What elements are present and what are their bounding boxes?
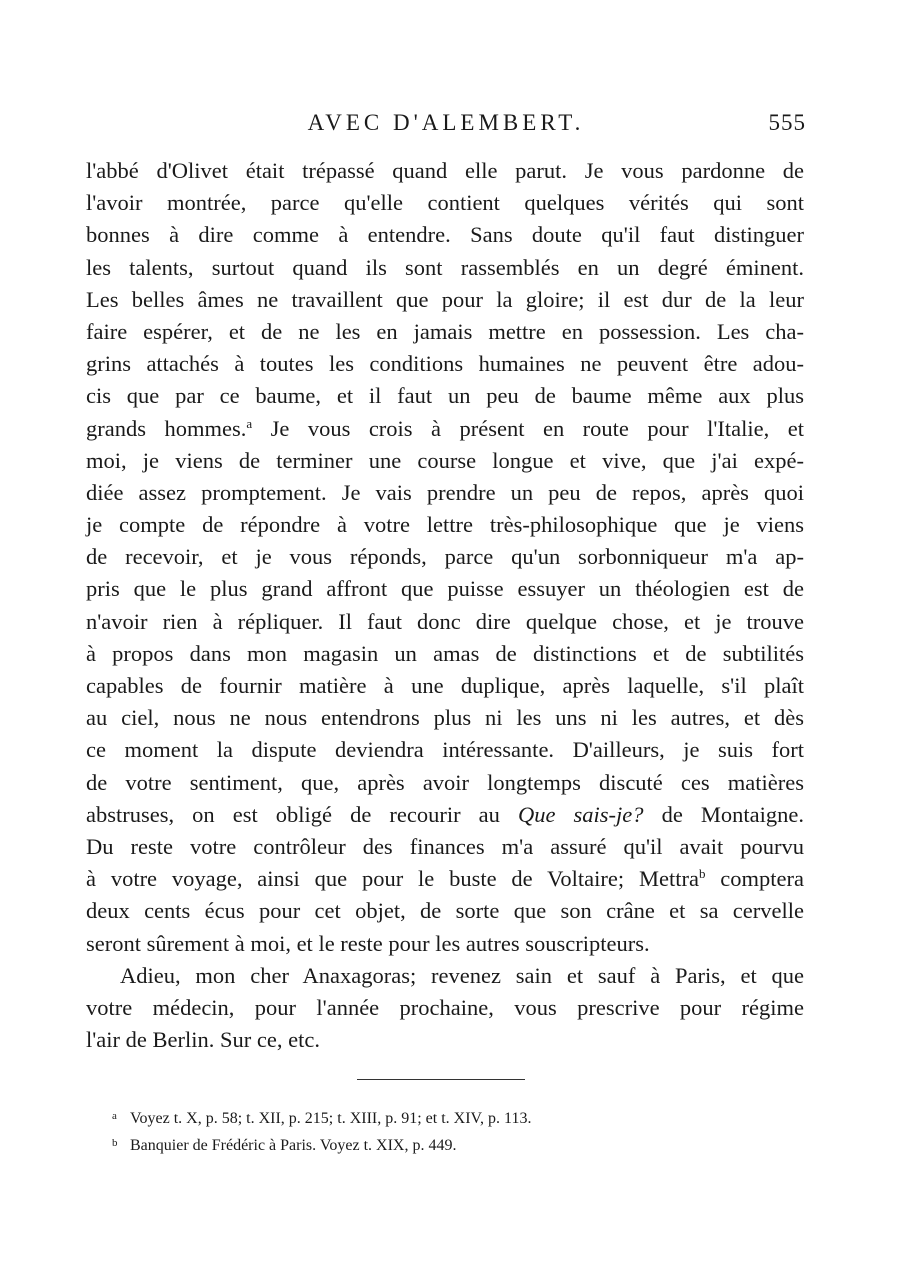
text-line: n'avoir rien à répliquer. Il faut donc dire quelque chose, et je trouve <box>86 608 804 634</box>
text-line: au ciel, nous ne nous entendrons plus ni les uns ni les autres, et dès <box>86 705 804 731</box>
text-segment: de Montaigne. <box>643 801 804 827</box>
text-line: les talents, surtout quand ils sont rassemblés en un degré éminent. <box>86 254 804 280</box>
text-segment: abstruses, on est obligé de recourir au <box>86 801 518 827</box>
text-line: je compte de répondre à votre lettre très-philosophique que je viens <box>86 512 804 538</box>
text-line <box>86 413 804 445</box>
text-line: grins attachés à toutes les conditions humaines ne peuvent être adou- <box>86 351 804 377</box>
running-title: AVEC D'ALEMBERT. <box>307 110 585 135</box>
text-line: l'abbé d'Olivet était trépassé quand elle parut. Je vous pardonne de <box>86 158 804 183</box>
footnote-text: Banquier de Frédéric à Paris. Voyez t. XIX, p. 449. <box>130 1137 457 1154</box>
text-line: l'air de Berlin. Sur ce, etc. <box>86 1027 320 1053</box>
italic-quote: Que sais-je? <box>517 801 644 827</box>
footnote-ref-b[interactable]: b <box>698 866 706 882</box>
letter-body <box>86 155 804 1056</box>
footnotes <box>112 1104 812 1158</box>
text-line: à propos dans mon magasin un amas de distinctions et de subtilités <box>86 640 804 666</box>
text-segment: grands hommes. <box>86 415 247 441</box>
text-line: faire espérer, et de ne les en jamais mettre en possession. Les cha- <box>86 318 804 344</box>
text-line: ce moment la dispute deviendra intéressante. D'ailleurs, je suis fort <box>86 737 804 763</box>
text-segment: à votre voyage, ainsi que pour le buste de Voltaire; Mettra <box>86 866 699 892</box>
text-line: seront sûrement à moi, et le reste pour les autres souscripteurs. <box>86 930 650 956</box>
text-line: cis que par ce baume, et il faut un peu de baume même aux plus <box>86 383 804 409</box>
text-segment: Je vous crois à présent en route pour l'Italie, et <box>252 415 804 441</box>
footnote-b <box>112 1131 812 1158</box>
text-line: pris que le plus grand affront que puisse essuyer un théologien est de <box>86 576 804 602</box>
footnote-ref-a[interactable]: a <box>246 415 253 431</box>
footnote-divider <box>357 1079 525 1080</box>
footnote-label: a <box>112 1110 117 1122</box>
text-line <box>86 863 804 895</box>
footnote-a <box>112 1104 812 1131</box>
text-line: Adieu, mon cher Anaxagoras; revenez sain et sauf à Paris, et que <box>120 962 804 988</box>
page-number: 555 <box>768 110 806 135</box>
text-line: capables de fournir matière à une duplique, après laquelle, s'il plaît <box>86 673 804 698</box>
text-line: de recevoir, et je vous réponds, parce qu'un sorbonniqueur m'a ap- <box>86 544 804 570</box>
running-head <box>86 110 806 140</box>
text-line: de votre sentiment, que, après avoir longtemps discuté ces matières <box>86 769 804 795</box>
text-line: Du reste votre contrôleur des finances m'a assuré qu'il avait pourvu <box>86 833 804 859</box>
text-line: Les belles âmes ne travaillent que pour la gloire; il est dur de la leur <box>86 286 804 312</box>
text-line: moi, je viens de terminer une course longue et vive, que j'ai expé- <box>86 447 804 473</box>
text-line: bonnes à dire comme à entendre. Sans doute qu'il faut distinguer <box>86 222 804 248</box>
text-segment: comptera <box>705 866 804 892</box>
text-line <box>86 799 804 831</box>
footnote-label: b <box>112 1137 118 1149</box>
text-line: diée assez promptement. Je vais prendre un peu de repos, après quoi <box>86 479 804 505</box>
footnote-text: Voyez t. X, p. 58; t. XII, p. 215; t. XIII, p. 91; et t. XIV, p. 113. <box>130 1110 532 1127</box>
text-line: l'avoir montrée, parce qu'elle contient quelques vérités qui sont <box>86 190 804 216</box>
text-line: votre médecin, pour l'année prochaine, vous prescrive pour régime <box>86 994 804 1020</box>
text-line: deux cents écus pour cet objet, de sorte que son crâne et sa cervelle <box>86 898 804 924</box>
